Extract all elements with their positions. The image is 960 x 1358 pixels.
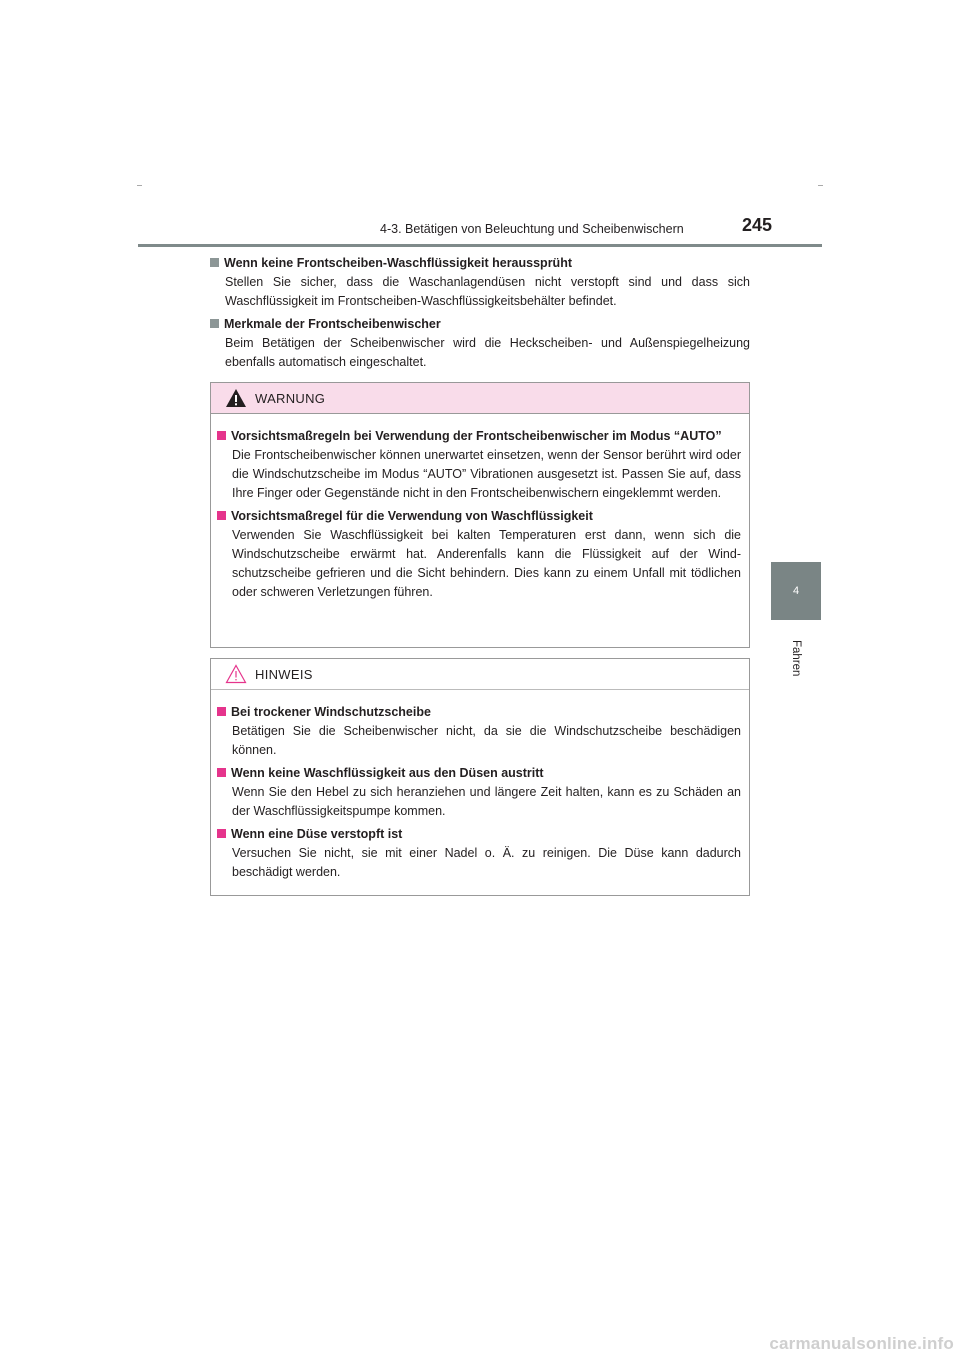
notice-title: HINWEIS: [255, 666, 313, 682]
main-content: [210, 254, 750, 376]
watermark: carmanualsonline.info: [769, 1334, 954, 1353]
warning-triangle-icon: [225, 388, 247, 408]
page-number: 245: [742, 215, 773, 235]
notice-item-clogged-nozzle: [217, 825, 741, 882]
notice-item-dry-windshield: [217, 703, 741, 760]
section-wiper-features: [210, 315, 750, 372]
section-title: Wenn keine Frontscheiben-Waschflüssigkeit heraussprüht: [210, 254, 750, 273]
warning-item-washer-fluid: [217, 507, 741, 602]
square-bullet-icon: [217, 431, 226, 440]
notice-item-title: Wenn keine Waschflüssigkeit aus den Düsen austritt: [217, 764, 741, 783]
crop-mark: [818, 185, 823, 186]
square-bullet-icon: [210, 319, 219, 328]
notice-item-no-fluid: [217, 764, 741, 821]
warning-box: [210, 382, 750, 648]
notice-item-title: Bei trockener Windschutzscheibe: [217, 703, 741, 722]
square-bullet-icon: [217, 829, 226, 838]
square-bullet-icon: [210, 258, 219, 267]
notice-body: [211, 690, 749, 882]
warning-item-text: Die Frontscheibenwischer können unerwartet einsetzen, wenn der Sensor berührt wird oder die Windschutzscheibe im Modus “AUTO” Vibrationen ausgesetzt ist. Passen Sie auf, dass Ihre Finger oder Gegenstände nicht in den Frontscheibenwischern eingeklemmt werden.: [232, 448, 741, 500]
warning-item-title: Vorsichtsmaßregeln bei Verwendung der Frontscheibenwischer im Modus “AUTO”: [217, 427, 741, 446]
warning-title: WARNUNG: [255, 390, 326, 406]
warning-header: [211, 383, 749, 414]
warning-item-auto-mode: [217, 427, 741, 503]
notice-item-text: Versuchen Sie nicht, sie mit einer Nadel o. Ä. zu reinigen. Die Düse kann dadurch beschädigt werden.: [232, 846, 741, 879]
section-text: Stellen Sie sicher, dass die Waschanlagendüsen nicht verstopft sind und dass sich Waschflüssigkeit im Frontscheiben-Waschflüssigkeitsbehälter befindet.: [225, 275, 750, 308]
notice-item-text: Wenn Sie den Hebel zu sich heranziehen und längere Zeit halten, kann es zu Schäden an der Waschflüssigkeitspumpe kommen.: [232, 785, 741, 818]
square-bullet-icon: [217, 511, 226, 520]
chapter-header-title: 4-3. Betätigen von Beleuchtung und Scheibenwischern: [380, 222, 684, 236]
notice-item-text: Betätigen Sie die Scheibenwischer nicht, da sie die Windschutzscheibe beschädigen können.: [232, 724, 741, 757]
section-title: Merkmale der Frontscheibenwischer: [210, 315, 750, 334]
caution-outline-icon: [225, 664, 247, 684]
notice-box: [210, 658, 750, 896]
chapter-tab[interactable]: 4: [771, 562, 821, 620]
chapter-tab-label: Fahren: [790, 639, 802, 677]
header-rule: [138, 244, 822, 247]
warning-item-text: Verwenden Sie Waschflüssigkeit bei kalten Temperaturen erst dann, wenn sich die Windschutzscheibe erwärmt hat. Anderenfalls kann die Flüssigkeit auf der Windschutzscheibe gefrieren und die Sicht behindern. Dies kann zu einem Unfall mit tödlichen oder schweren Verletzungen führen.: [232, 528, 741, 599]
crop-mark: [137, 185, 142, 186]
warning-body: [211, 414, 749, 602]
square-bullet-icon: [217, 707, 226, 716]
notice-header: [211, 659, 749, 690]
section-text: Beim Betätigen der Scheibenwischer wird die Heckscheiben- und Außenspiegelheizung ebenfalls automatisch eingeschaltet.: [225, 336, 750, 369]
section-washer-fluid: [210, 254, 750, 311]
square-bullet-icon: [217, 768, 226, 777]
warning-item-title: Vorsichtsmaßregel für die Verwendung von Waschflüssigkeit: [217, 507, 741, 526]
notice-item-title: Wenn eine Düse verstopft ist: [217, 825, 741, 844]
